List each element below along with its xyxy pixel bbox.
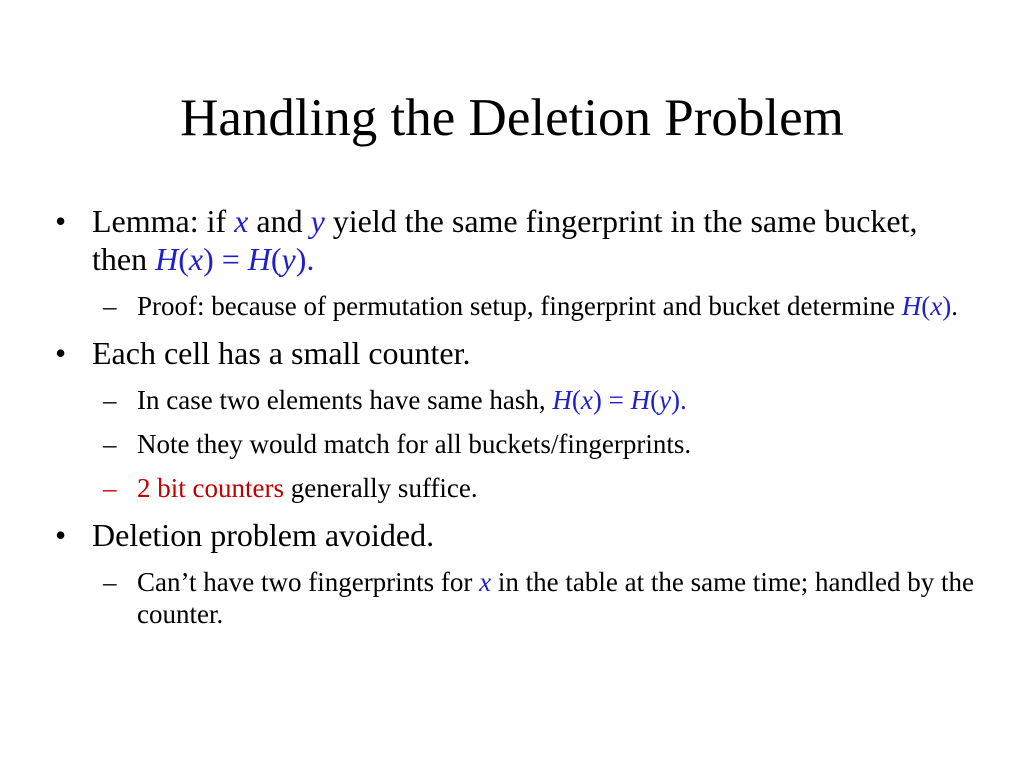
bullet-text: Deletion problem avoided.: [92, 517, 435, 553]
sub-bullet-proof: [103, 290, 975, 322]
sub-bullet-mark: –: [103, 291, 117, 321]
bullet-text: Lemma: if: [92, 203, 235, 239]
slide-title: Handling the Deletion Problem: [180, 89, 844, 147]
sub-bullet-mark: –: [103, 429, 117, 459]
highlight-text: 2 bit counters: [137, 473, 284, 503]
bullet-list: [55, 202, 975, 642]
sub-bullet-text: Note they would match for all buckets/fingerprints.: [137, 429, 692, 459]
sub-bullet-text: Proof: because of permutation setup, fingerprint and bucket determine: [137, 291, 902, 321]
math-expression: H(x) = H(y).: [155, 241, 315, 277]
bullet-mark: •: [55, 203, 67, 239]
math-x: x: [234, 203, 249, 239]
sub-bullet-fingerprints: [103, 566, 975, 630]
bullet-lemma: [55, 202, 975, 278]
math-expression: H(x): [901, 291, 952, 321]
bullet-mark: •: [55, 517, 67, 553]
math-x: x: [479, 567, 492, 597]
sub-bullet-text: generally suffice.: [283, 473, 478, 503]
math-expression: H(x) = H(y).: [552, 385, 687, 415]
sub-bullet-mark: –: [103, 567, 117, 597]
bullet-text: Each cell has a small counter.: [92, 335, 471, 371]
bullet-text: and: [248, 203, 311, 239]
math-y: y: [310, 203, 325, 239]
sub-bullet-text: in the table at the same time; handled by the counter.: [137, 567, 975, 629]
bullet-counter: [55, 334, 975, 372]
sub-bullet-text: Can’t have two fingerprints for: [137, 567, 480, 597]
bullet-text: yield the same fingerprint in the same bucket, then: [92, 203, 918, 277]
sub-bullet-same-hash: [103, 384, 975, 416]
sub-bullet-mark: –: [103, 385, 117, 415]
sub-bullet-2bit: [103, 472, 975, 504]
sub-bullet-text: In case two elements have same hash,: [137, 385, 553, 415]
bullet-deletion: [55, 516, 975, 554]
sub-bullet-mark: –: [103, 473, 117, 503]
sub-bullet-text: .: [951, 291, 958, 321]
sub-bullet-match: [103, 428, 975, 460]
bullet-mark: •: [55, 335, 67, 371]
